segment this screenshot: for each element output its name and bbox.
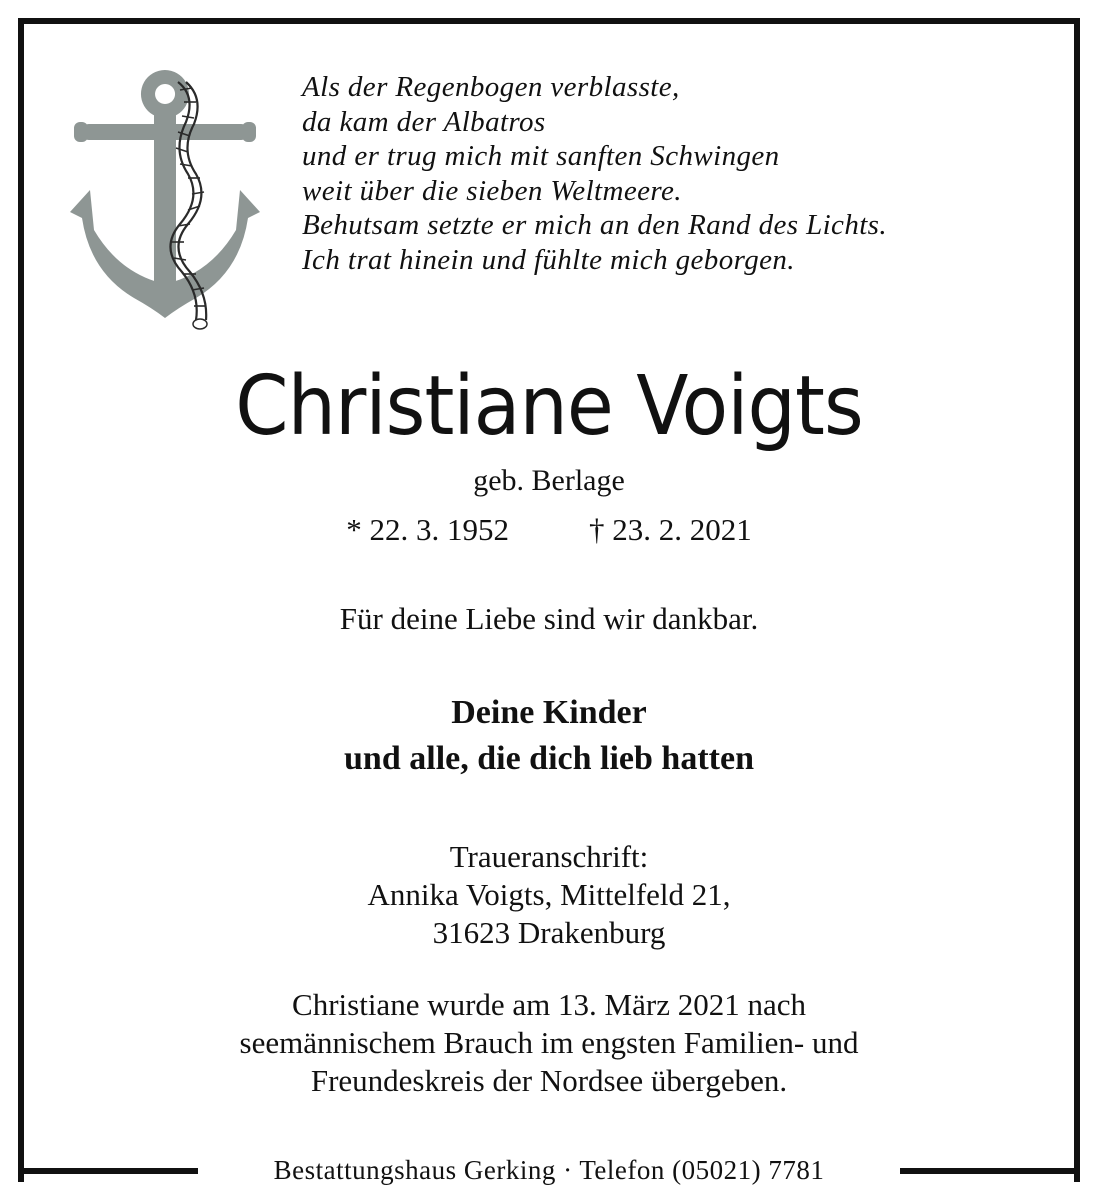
funeral-home-footer: Bestattungshaus Gerking · Telefon (05021) 7781 (273, 1155, 825, 1185)
address-city: 31623 Drakenburg (432, 915, 666, 950)
frame-bottom-border-left (18, 1168, 198, 1174)
anchor-icon (60, 62, 270, 332)
poem-verse (302, 70, 1042, 277)
birth-date: * 22. 3. 1952 (346, 512, 509, 547)
deceased-name: Christiane Voigts (235, 359, 863, 454)
notice-line: Freundeskreis der Nordsee übergeben. (310, 1063, 788, 1098)
notice-line: Christiane wurde am 13. März 2021 nach (292, 987, 806, 1022)
mourners-line: Deine Kinder (451, 694, 647, 731)
poem-line: Als der Regenbogen verblasste, (302, 71, 680, 103)
mourners-signature (0, 690, 1098, 782)
address-label: Traueranschrift: (449, 839, 649, 874)
thanks-line: Für deine Liebe sind wir dankbar. (339, 601, 759, 636)
death-date: † 23. 2. 2021 (589, 512, 752, 547)
life-dates (0, 510, 1098, 550)
poem-line: Ich trat hinein und fühlte mich geborgen. (302, 243, 795, 276)
birth-name: geb. Berlage (473, 464, 625, 497)
notice-line: seemännischem Brauch im engsten Familien- und (239, 1025, 859, 1060)
address-street: Annika Voigts, Mittelfeld 21, (367, 877, 731, 912)
frame-bottom-border-right (900, 1168, 1080, 1174)
mourning-address (0, 838, 1098, 952)
frame-top-border (18, 18, 1080, 24)
poem-line: Behutsam setzte er mich an den Rand des Lichts. (302, 209, 888, 241)
mourners-line: und alle, die dich lieb hatten (344, 740, 754, 777)
burial-notice (0, 986, 1098, 1100)
poem-line: weit über die sieben Weltmeere. (302, 174, 682, 207)
poem-line: da kam der Albatros (302, 105, 546, 138)
poem-line: und er trug mich mit sanften Schwingen (302, 140, 780, 172)
